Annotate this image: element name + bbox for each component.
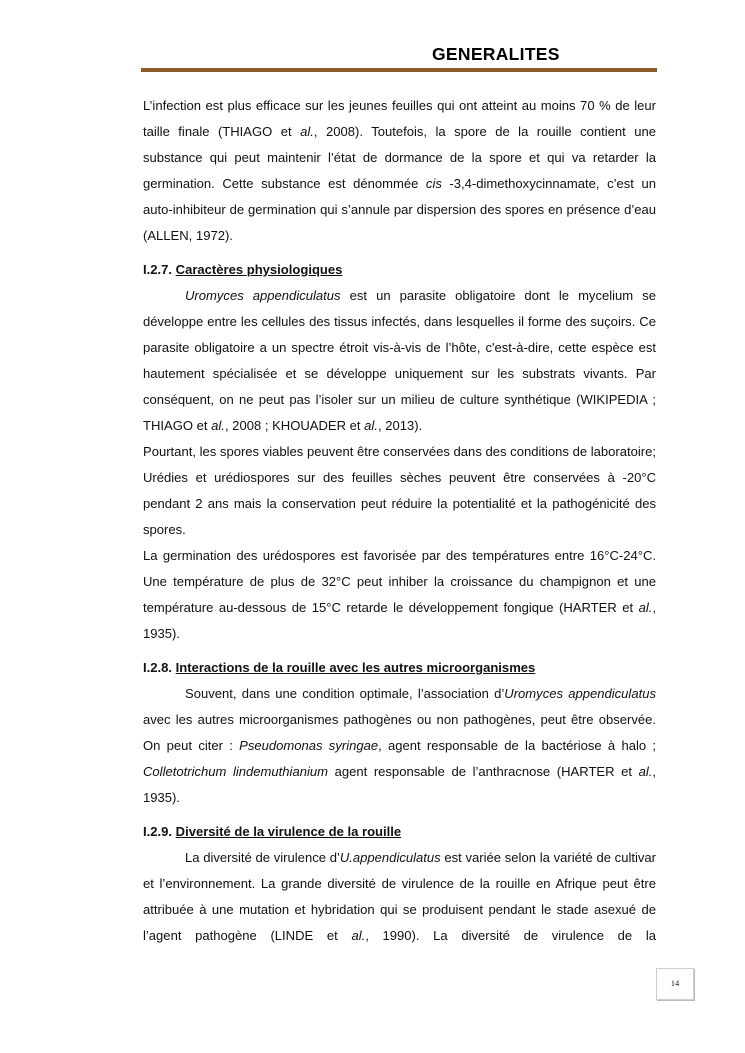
paragraph-parasite [143, 283, 656, 439]
section-number: I.2.9. [143, 824, 176, 839]
italic-run: al. [638, 764, 653, 779]
section-heading-physiologiques [143, 257, 656, 283]
italic-run: al. [300, 124, 314, 139]
text-run: agent responsable de l’anthracnose (HARTER et [327, 764, 639, 779]
section-title: Caractères physiologiques [175, 262, 343, 277]
section-heading-diversite [143, 819, 656, 845]
italic-run: Pseudomonas syringae [239, 738, 379, 753]
italic-run: al. [351, 928, 366, 943]
section-title: Diversité de la virulence de la rouille [175, 824, 402, 839]
text-run: , 1935). [143, 764, 656, 805]
italic-run: al. [364, 418, 378, 433]
paragraph-conservation: Pourtant, les spores viables peuvent être conservées dans des conditions de laboratoire; Urédies et urédiospores sur des feuilles sèches peuvent être conservées à -20°C pendant 2 ans mais la conservation peut réduire la potentialité et la pathogénicité des spores. [143, 444, 656, 537]
text-run: -3,4-dimethoxycinnamate, c’est un auto-inhibiteur de germination qui s’annule par dispersion des spores en présence d’eau (ALLEN, 1972). [143, 176, 656, 243]
section-number: I.2.7. [143, 262, 176, 277]
text-run: Souvent, dans une condition optimale, l’association d’ [185, 686, 505, 701]
section-heading-interactions [143, 655, 656, 681]
text-run: , agent responsable de la bactériose à halo ; [378, 738, 656, 753]
text-run: , 1990). La diversité de virulence de la [365, 928, 656, 943]
text-run: , 2013). [377, 418, 423, 433]
section-number: I.2.8. [143, 660, 176, 675]
header-rule [141, 68, 657, 72]
page-number-box [656, 968, 694, 1000]
italic-run: Uromyces appendiculatus [185, 288, 341, 303]
paragraph-infection [143, 93, 656, 249]
italic-run: al. [638, 600, 653, 615]
text-run: avec les autres microorganismes pathogènes ou non pathogènes, peut être observée. On peut citer : [143, 712, 656, 753]
section-title: Interactions de la rouille avec les autres microorganismes [175, 660, 536, 675]
text-run: La diversité de virulence d’ [185, 850, 340, 865]
italic-run: U.appendiculatus [339, 850, 441, 865]
italic-run: cis [425, 176, 442, 191]
text-run: est un parasite obligatoire dont le mycelium se développe entre les cellules des tissus infectés, dans lesquelles il forme des suçoirs. Ce parasite obligatoire a un spectre étroit vis-à-vis de l’hôte, c'est-à-dire, cette espèce est hautement spécialisée et se développe uniquement sur les substrats vivants. Par conséquent, on ne peut pas l’isoler sur un milieu de culture synthétique (WIKIPEDIA ; THIAGO et [143, 288, 657, 433]
text-run: est variée selon la variété de cultivar et l’environnement. La grande diversité de virulence de la rouille en Afrique peut être attribuée à une mutation et hybridation qui se produisent pendant le stade asexué de l’agent pathogène (LINDE et [143, 850, 656, 943]
page-header-title: GENERALITES [432, 44, 560, 64]
paragraph-association [143, 681, 656, 811]
text-run: , 2008 ; KHOUADER et [224, 418, 365, 433]
page-number: 14 [670, 978, 680, 988]
italic-run: Uromyces appendiculatus [504, 686, 656, 701]
text-run: L’infection est plus efficace sur les jeunes feuilles qui ont atteint au moins 70 % de leur taille finale (THIAGO et [143, 98, 656, 139]
text-run: La germination des urédospores est favorisée par des températures entre 16°C-24°C. Une température de plus de 32°C peut inhiber la croissance du champignon et une température au-dessous de 15°C retarde le développement fongique (HARTER et [143, 548, 656, 615]
text-run: , 2008). Toutefois, la spore de la rouille contient une substance qui peut maintenir l’état de dormance de la spore et qui va retarder la germination. Cette substance est dénommée [143, 124, 656, 191]
document-body [143, 93, 656, 949]
paragraph-virulence [143, 845, 656, 949]
paragraph-germination [143, 543, 656, 647]
text-run: , 1935). [143, 600, 656, 641]
italic-run: Colletotrichum lindemuthianium [143, 764, 328, 779]
italic-run: al. [211, 418, 225, 433]
